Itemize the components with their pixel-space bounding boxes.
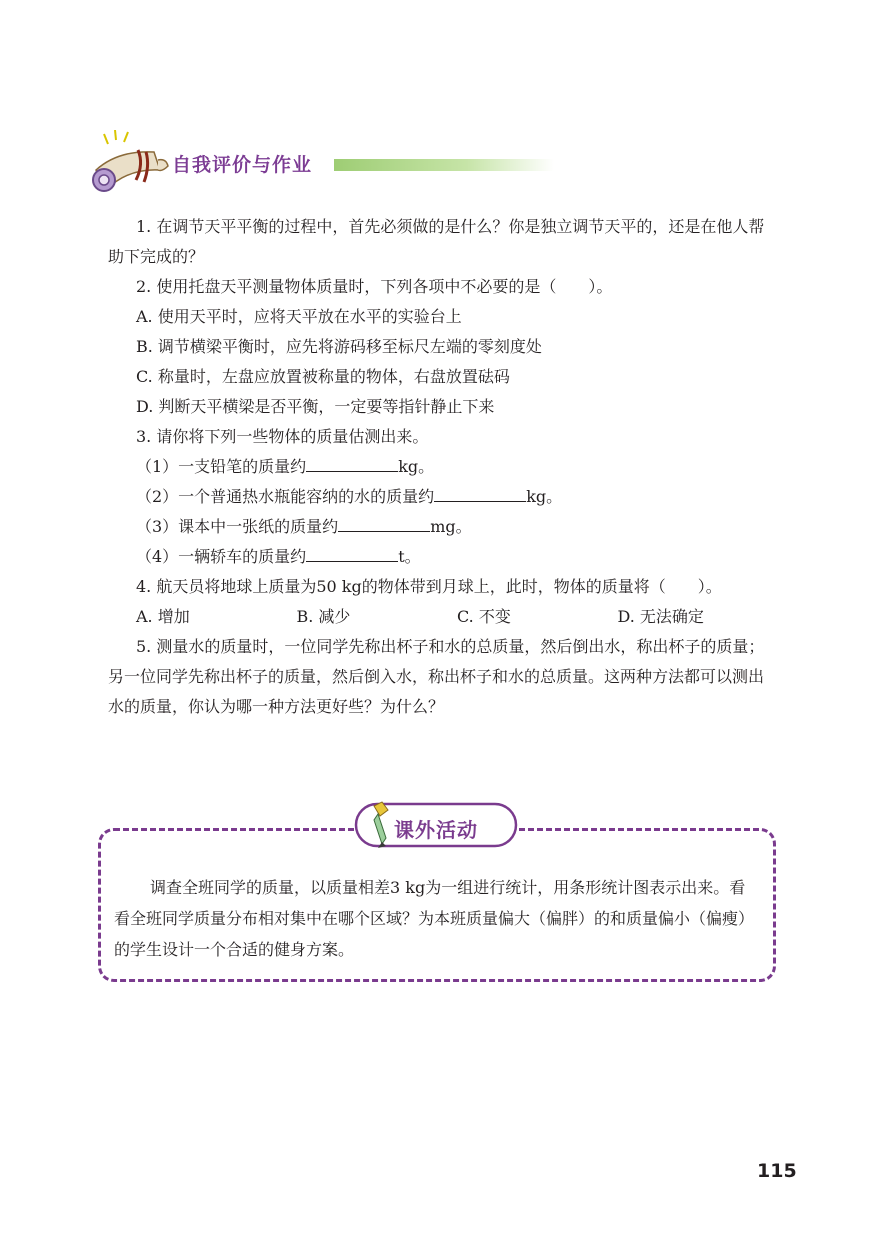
activity-text bbox=[114, 872, 756, 965]
answer-blank bbox=[306, 453, 398, 472]
question-4-option-a: A. 增加 bbox=[136, 607, 190, 626]
question-4-option-b: B. 减少 bbox=[296, 607, 351, 626]
question-5: 5. 测量水的质量时，一位同学先称出杯子和水的总质量，然后倒出水，称出杯子的质量；另一位同学先称出杯子的质量，然后倒入水，称出杯子和水的总质量。这两种方法都可以测出水的质量，你认为哪一种方法更好些？为什么？ bbox=[108, 637, 765, 716]
question-1: 1. 在调节天平平衡的过程中，首先必须做的是什么？你是独立调节天平的，还是在他人帮助下完成的？ bbox=[108, 217, 765, 266]
question-3-item-4: （4）一辆轿车的质量约 t。 bbox=[108, 542, 778, 572]
question-4-option-d: D. 无法确定 bbox=[617, 607, 704, 626]
question-3: 3. 请你将下列一些物体的质量估测出来。 bbox=[136, 427, 429, 446]
title-decoration-bar bbox=[334, 159, 554, 171]
question-4: 4. 航天员将地球上质量为50 kg的物体带到月球上，此时，物体的质量将（ ）。 bbox=[136, 577, 722, 596]
question-3-item-1: （1）一支铅笔的质量约 kg。 bbox=[108, 452, 778, 482]
page-number: 115 bbox=[757, 1160, 797, 1182]
activity-description: 调查全班同学的质量，以质量相差3 kg为一组进行统计，用条形统计图表示出来。看看全班同学质量分布相对集中在哪个区域？为本班质量偏大（偏胖）的和质量偏小（偏瘦）的学生设计一个合适的健身方案。 bbox=[114, 878, 755, 959]
question-2-option-a: A. 使用天平时，应将天平放在水平的实验台上 bbox=[136, 307, 462, 326]
question-2: 2. 使用托盘天平测量物体质量时，下列各项中不必要的是（ ）。 bbox=[136, 277, 613, 296]
question-2-option-b: B. 调节横梁平衡时，应先将游码移至标尺左端的零刻度处 bbox=[136, 337, 542, 356]
homework-questions bbox=[108, 212, 778, 722]
question-2-option-d: D. 判断天平横梁是否平衡，一定要等指针静止下来 bbox=[136, 397, 495, 416]
question-3-item-2: （2）一个普通热水瓶能容纳的水的质量约 kg。 bbox=[108, 482, 778, 512]
question-4-options bbox=[108, 602, 778, 632]
activity-title: 课外活动 bbox=[390, 814, 482, 843]
answer-blank bbox=[306, 543, 398, 562]
question-3-item-3: （3）课本中一张纸的质量约 mg。 bbox=[108, 512, 778, 542]
question-4-option-c: C. 不变 bbox=[457, 607, 511, 626]
question-2-option-c: C. 称量时，左盘应放置被称量的物体，右盘放置砝码 bbox=[136, 367, 510, 386]
answer-blank bbox=[434, 483, 526, 502]
section-title: 自我评价与作业 bbox=[172, 154, 313, 176]
section-header bbox=[88, 130, 558, 200]
scroll-icon bbox=[88, 130, 172, 200]
answer-blank bbox=[338, 513, 430, 532]
